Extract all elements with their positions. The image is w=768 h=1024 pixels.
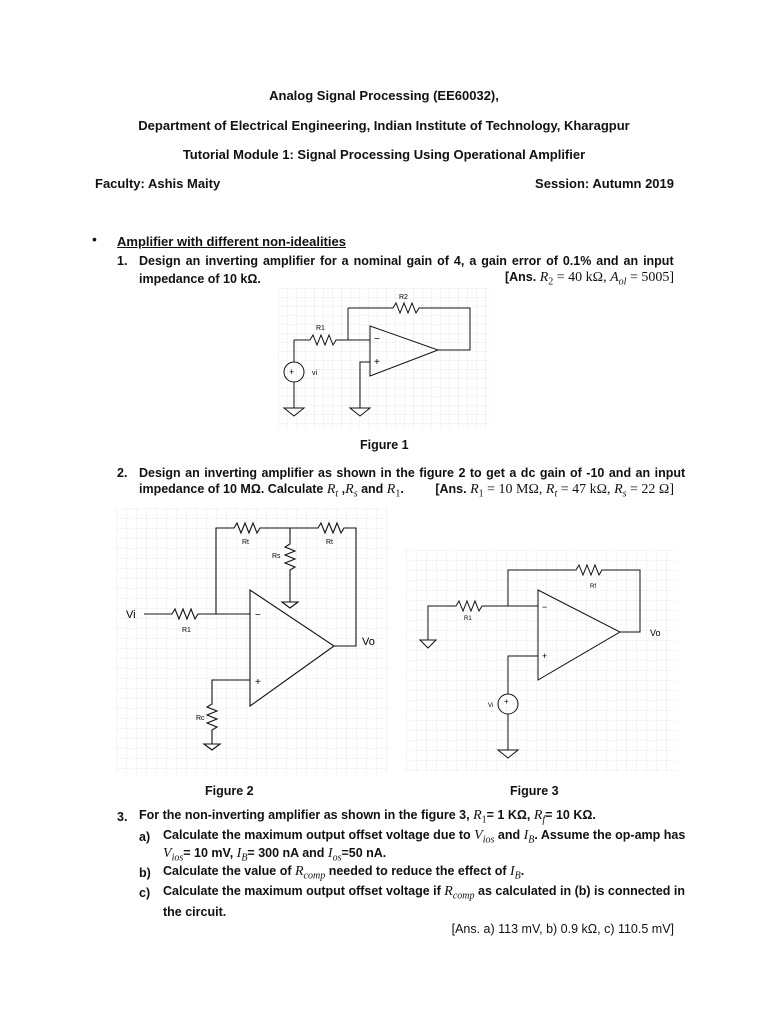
section-bullet: • — [92, 231, 97, 247]
figure-2-rt1-label: Rt — [242, 539, 249, 546]
figure-2-vo-label: Vo — [362, 636, 375, 648]
figure-2-plus: + — [255, 677, 261, 688]
q2-line1: Design an inverting amplifier as shown in the figure 2 to get a dc gain of -10 and an input — [139, 466, 686, 480]
q1-answer: [Ans. $R_2 = 40$ kΩ, $A_{ol} = 5005$] — [504, 270, 674, 288]
figure-3-source-plus: + — [504, 697, 509, 706]
course-title: Analog Signal Processing (EE60032), — [269, 88, 499, 103]
figure-2-rs-label: Rs — [272, 553, 281, 560]
figure-3-plus: + — [542, 651, 548, 661]
module-title: Tutorial Module 1: Signal Processing Using Operational Amplifier — [182, 147, 586, 162]
figure-3-circuit — [406, 550, 676, 772]
q3c-label: c) — [139, 886, 151, 900]
figure-2-caption: Figure 2 — [205, 784, 254, 798]
figure-1-source-plus: + — [289, 367, 295, 377]
q3a-label: a) — [139, 830, 151, 844]
section-title: Amplifier with different non-idealities — [117, 234, 346, 249]
q1-line2: impedance of 10 kΩ. — [139, 272, 261, 286]
q1-line1: Design an inverting amplifier for a nominal gain of 4, a gain error of 0.1% and an input — [139, 254, 674, 268]
figure-3-minus: − — [542, 602, 548, 612]
q3-answer: [Ans. a) 113 mV, b) 0.9 kΩ, c) 110.5 mV] — [451, 922, 674, 936]
q3a-line1: Calculate the maximum output offset voltage due to $V_{ios}$ and $I_B$. Assume the op-amp has — [163, 828, 686, 846]
figure-3-r1-label: R1 — [464, 616, 472, 622]
figure-2-grid — [116, 508, 388, 774]
figure-1-r2-label: R2 — [399, 294, 408, 301]
figure-2-r1-label: R1 — [182, 627, 191, 634]
q3b-label: b) — [139, 866, 151, 880]
figure-2-vi-label: Vi — [126, 609, 136, 621]
figure-2-circuit — [116, 508, 388, 774]
figure-3-vi-label: Vi — [488, 703, 494, 709]
q3c-line2: the circuit. — [163, 905, 227, 919]
q3b-text: Calculate the value of $R_{comp}$ needed to reduce the effect of $I_B$. — [163, 864, 525, 882]
figure-3-grid — [406, 550, 676, 772]
figure-1-vi-label: vi — [312, 370, 318, 377]
q1-number: 1. — [117, 254, 128, 268]
figure-3-rf-label: Rf — [590, 584, 596, 590]
figure-2-rt2-label: Rt — [326, 539, 333, 546]
figure-2-rc-label: Rc — [196, 715, 205, 722]
figure-3-caption: Figure 3 — [510, 784, 559, 798]
q3-number: 3. — [117, 810, 128, 824]
figure-1-r1-label: R1 — [316, 325, 325, 332]
q3a-line2: $V_{ios}= 10$ mV, $I_B= 300$ nA and $I_{os}=50$ nA. — [163, 846, 387, 864]
session-label: Session: Autumn 2019 — [535, 176, 674, 191]
q2-number: 2. — [117, 466, 128, 480]
figure-1-grid — [278, 288, 490, 428]
q2-line2: impedance of 10 MΩ. Calculate $R_t$ $,R_s$ and $R_1$. — [139, 482, 404, 500]
q2-answer: [Ans. $R_1 = 10$ MΩ, $R_t = 47$ kΩ, $R_s = 22$ Ω] — [435, 482, 674, 500]
figure-1-minus: − — [374, 334, 380, 345]
faculty-label: Faculty: Ashis Maity — [95, 176, 221, 191]
q3-intro: For the non-inverting amplifier as shown in the figure 3, $R_1= 1$ KΩ, $R_f= 10$ KΩ. — [139, 808, 596, 826]
figure-3-vo-label: Vo — [650, 628, 661, 638]
department-line: Department of Electrical Engineering, Indian Institute of Technology, Kharagpur — [138, 118, 630, 133]
figure-1-caption: Figure 1 — [360, 438, 409, 452]
q3c-line1: Calculate the maximum output offset voltage if $R_{comp}$ as calculated in (b) is connected in — [163, 884, 685, 902]
figure-1-circuit — [278, 288, 490, 428]
figure-2-minus: − — [255, 610, 261, 621]
figure-1-plus: + — [374, 357, 380, 368]
